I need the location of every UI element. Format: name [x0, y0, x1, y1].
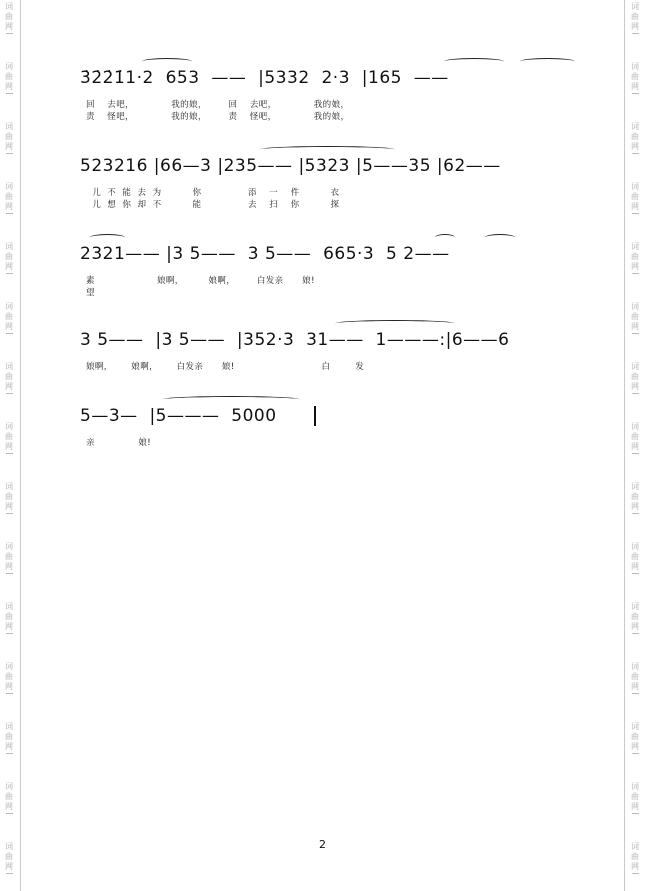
watermark-text: 词 曲 网	[630, 242, 640, 275]
watermark-text: 词 曲 网	[4, 542, 14, 575]
watermark-text: 词 曲 网	[630, 722, 640, 755]
lyric-line: 素 娘啊， 娘啊， 白发亲 娘!	[86, 276, 315, 286]
lyric-line: 责 怪吧， 我的娘， 责 怪吧， 我的娘，	[86, 112, 350, 122]
watermark-text: 词 曲 网	[4, 422, 14, 455]
page-number: 2	[319, 838, 326, 851]
lyric-line: 儿 想 你 却 不 能 去 扫 你 探	[86, 200, 340, 210]
lyric-line: 娘啊， 娘啊， 白发亲 娘! 白 发	[86, 362, 365, 372]
notation-line: 3 5—— |3 5—— |352·3 31—— 1———:|6——6	[80, 330, 510, 350]
watermark-text: 词 曲 网	[4, 302, 14, 335]
slur	[162, 396, 300, 403]
notation-line: 2321—— |3 5—— 3 5—— 665·3 5 2——	[80, 244, 450, 264]
slur	[90, 234, 125, 241]
lyric-line: 回 去吧， 我的娘， 回 去吧， 我的娘，	[86, 100, 350, 110]
slur	[335, 320, 455, 327]
final-barline	[314, 406, 316, 426]
watermark-text: 词 曲 网	[4, 122, 14, 155]
watermark-text: 词 曲 网	[4, 842, 14, 875]
slur	[485, 234, 515, 241]
watermark-text: 词 曲 网	[4, 482, 14, 515]
watermark-text: 词 曲 网	[630, 122, 640, 155]
watermark-text: 词 曲 网	[4, 242, 14, 275]
watermark-text: 词 曲 网	[630, 782, 640, 815]
watermark-text: 词 曲 网	[4, 722, 14, 755]
slur	[260, 146, 395, 153]
lyric-line: 亲 娘!	[86, 438, 152, 448]
watermark-text: 词 曲 网	[630, 62, 640, 95]
watermark-text: 词 曲 网	[630, 2, 640, 35]
left-frame-line	[20, 0, 21, 891]
watermark-text: 词 曲 网	[630, 602, 640, 635]
watermark-text: 词 曲 网	[630, 302, 640, 335]
notation-line: 523216 |66—3 |235—— |5323 |5——35 |62——	[80, 156, 501, 176]
slur	[444, 58, 504, 65]
lyric-line: 望	[86, 288, 95, 298]
watermark-text: 词 曲 网	[4, 362, 14, 395]
watermark-text: 词 曲 网	[4, 2, 14, 35]
watermark-text: 词 曲 网	[630, 422, 640, 455]
watermark-text: 词 曲 网	[4, 62, 14, 95]
watermark-text: 词 曲 网	[630, 482, 640, 515]
watermark-text: 词 曲 网	[630, 842, 640, 875]
watermark-text: 词 曲 网	[4, 602, 14, 635]
watermark-text: 词 曲 网	[630, 662, 640, 695]
watermark-text: 词 曲 网	[630, 182, 640, 215]
slur	[520, 58, 575, 65]
watermark-text: 词 曲 网	[630, 542, 640, 575]
notation-line: 3̇2̇2̇1̇1·2 653 —— |5332 2·3 |165 ——	[80, 68, 449, 88]
right-frame-line	[624, 0, 625, 891]
watermark-text: 词 曲 网	[4, 182, 14, 215]
slur	[435, 234, 455, 241]
lyric-line: 儿 不 能 去 为 你 添 一 件 衣	[86, 188, 340, 198]
watermark-text: 词 曲 网	[630, 362, 640, 395]
watermark-text: 词 曲 网	[4, 782, 14, 815]
slur	[142, 58, 192, 65]
watermark-text: 词 曲 网	[4, 662, 14, 695]
notation-line: 5—3— |5——— 5000	[80, 406, 277, 426]
